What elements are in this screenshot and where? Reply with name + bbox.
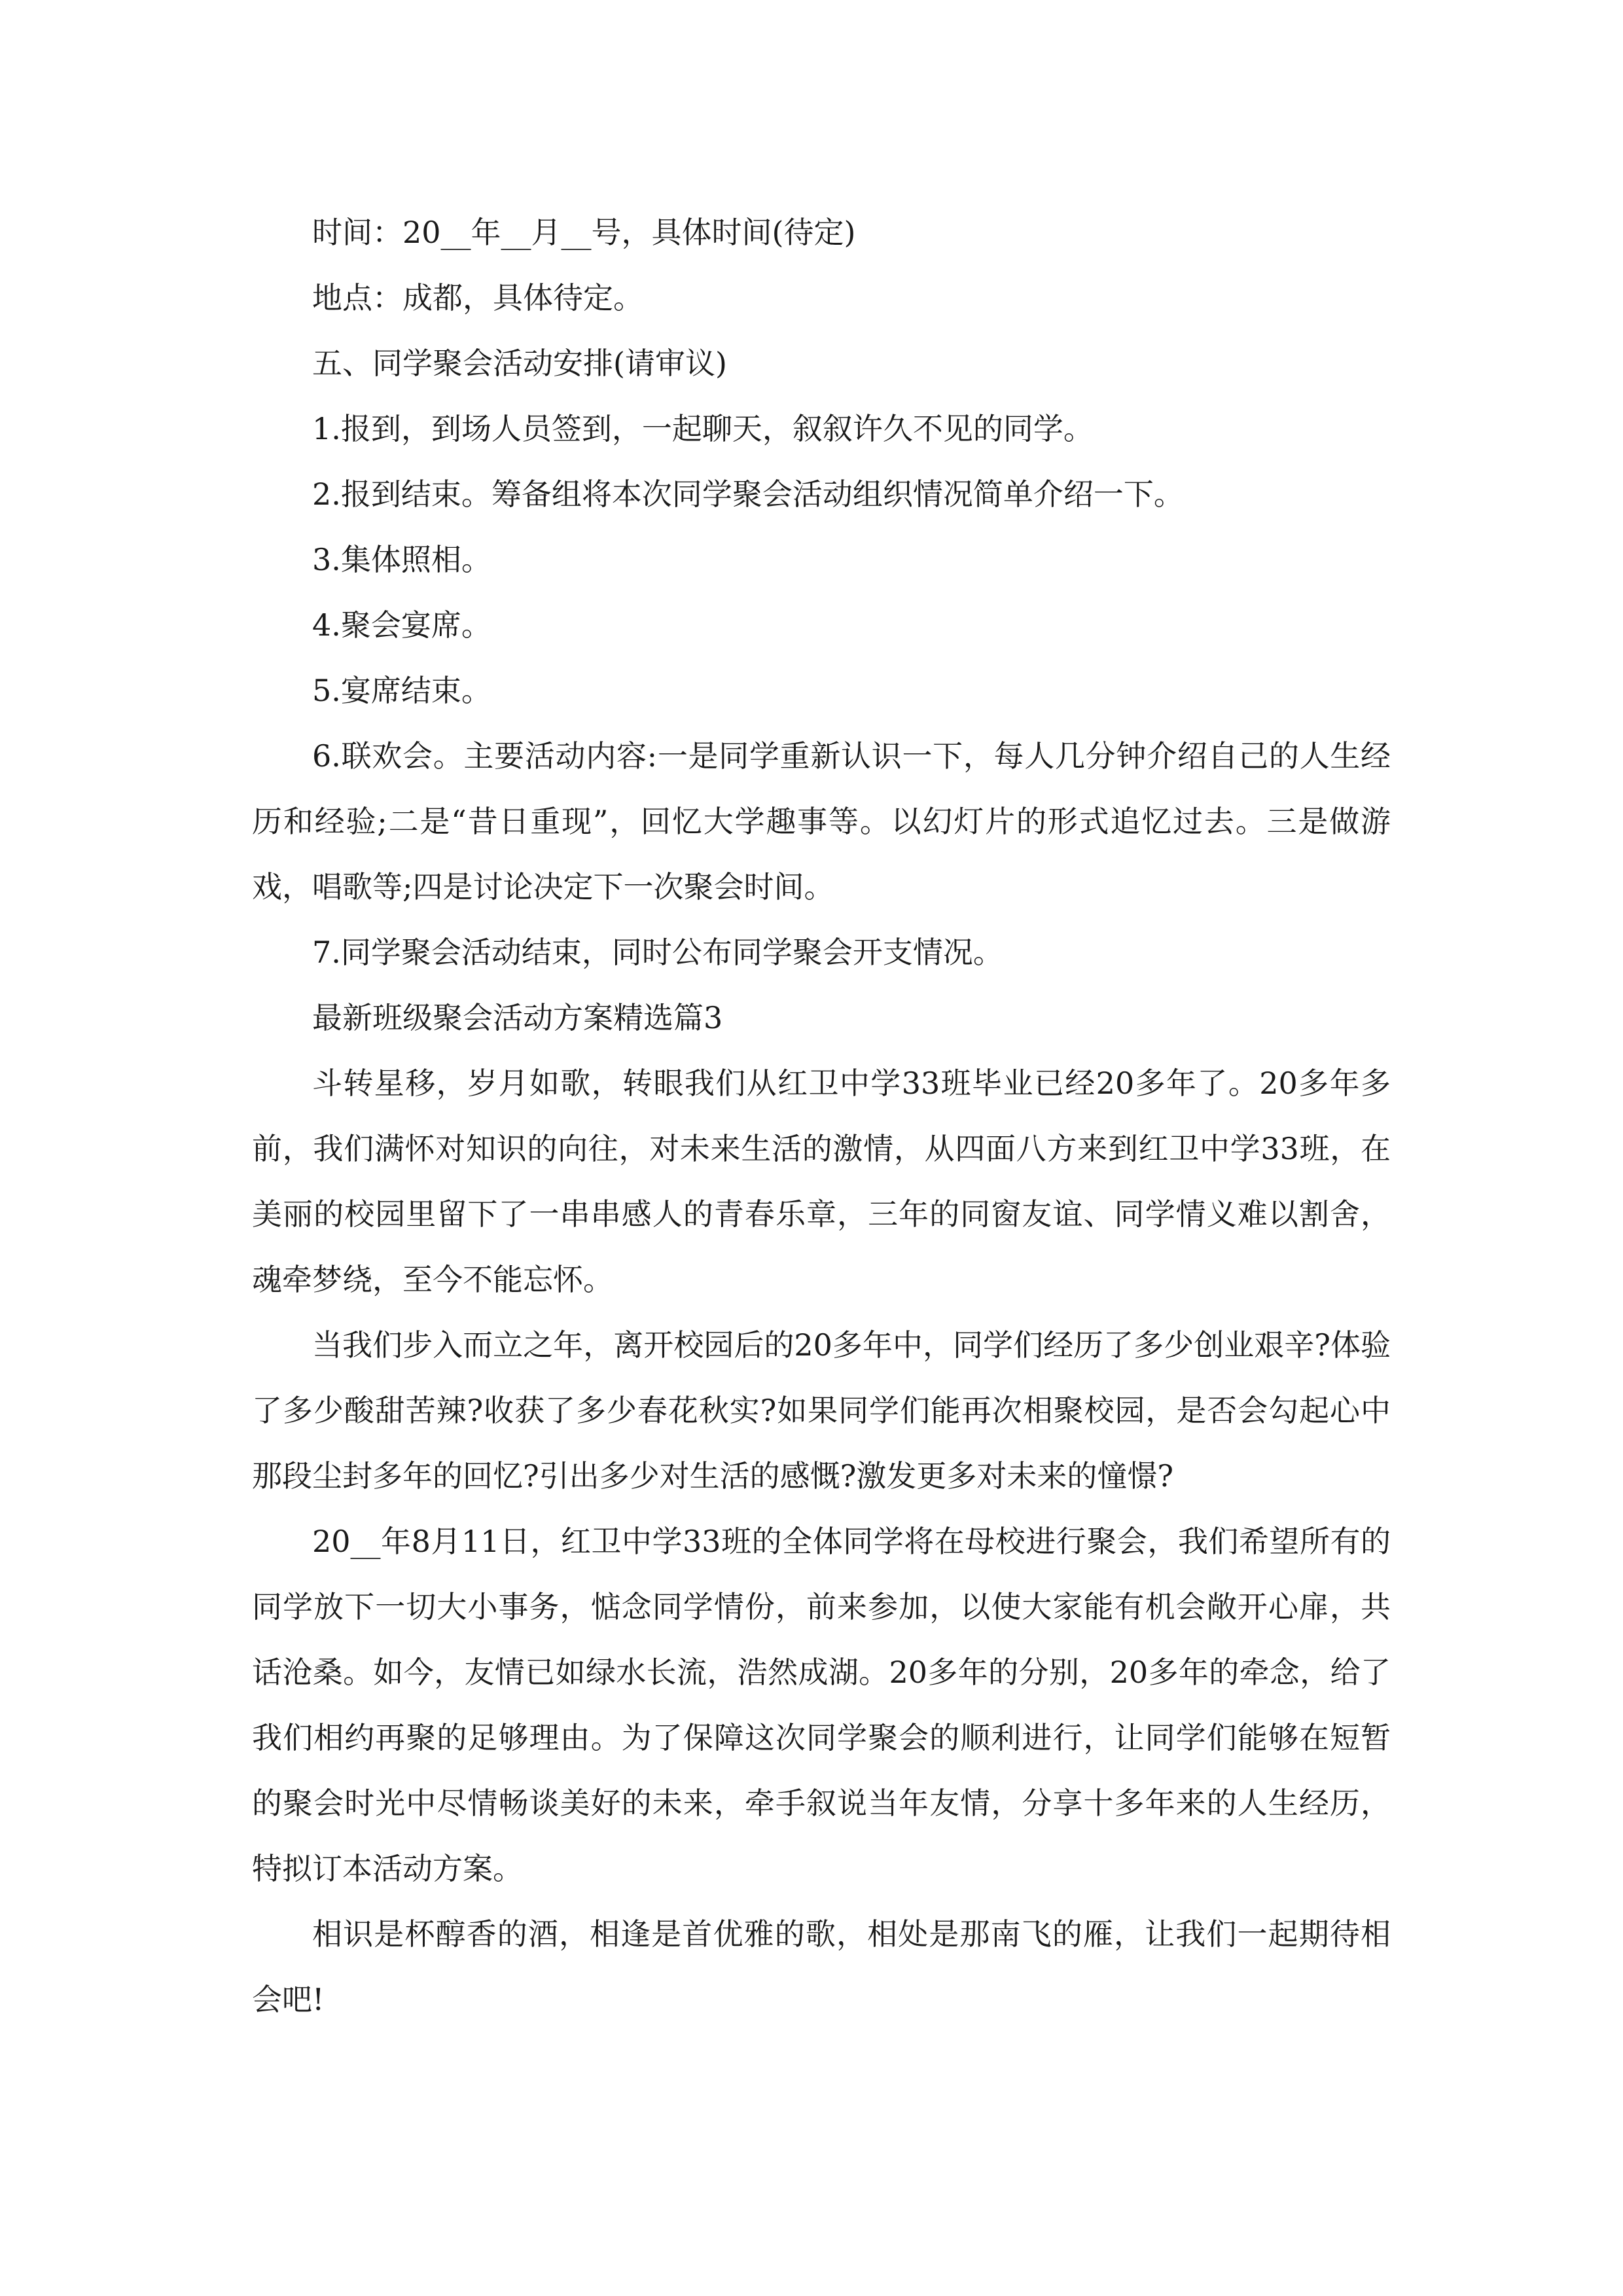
- list-item: 3.集体照相。: [312, 542, 491, 577]
- list-item: 5.宴席结束。: [312, 673, 491, 708]
- time-line: 时间：20__年__月__号，具体时间(待定): [312, 215, 856, 250]
- list-item: 2.报到结束。筹备组将本次同学聚会活动组织情况简单介绍一下。: [312, 476, 1184, 512]
- list-item: 1.报到，到场人员签到，一起聊天，叙叙许久不见的同学。: [312, 411, 1094, 446]
- list-item: 6.联欢会。主要活动内容:一是同学重新认识一下，每人几分钟介绍自己的人生经历和经验;二是“昔日重现”，回忆大学趣事等。以幻灯片的形式追忆过去。三是做游戏，唱歌等;四是讨论决定下一次聚会时间。: [252, 738, 1391, 905]
- document-body: [252, 200, 1391, 2032]
- body-paragraph: 当我们步入而立之年，离开校园后的20多年中，同学们经历了多少创业艰辛?体验了多少酸甜苦辣?收获了多少春花秋实?如果同学们能再次相聚校园，是否会勾起心中那段尘封多年的回忆?引出多少对生活的感慨?激发更多对未来的憧憬?: [252, 1327, 1391, 1494]
- body-paragraph: 20__年8月11日，红卫中学33班的全体同学将在母校进行聚会，我们希望所有的同学放下一切大小事务，惦念同学情份，前来参加，以使大家能有机会敞开心扉，共话沧桑。如今，友情已如绿水长流，浩然成湖。20多年的分别，20多年的牵念，给了我们相约再聚的足够理由。为了保障这次同学聚会的顺利进行，让同学们能够在短暂的聚会时光中尽情畅谈美好的未来，牵手叙说当年友情，分享十多年来的人生经历，特拟订本活动方案。: [252, 1524, 1391, 1886]
- list-item: 7.同学聚会活动结束，同时公布同学聚会开支情况。: [312, 935, 1003, 970]
- body-paragraph: 斗转星移，岁月如歌，转眼我们从红卫中学33班毕业已经20多年了。20多年多前，我们满怀对知识的向往，对未来生活的激情，从四面八方来到红卫中学33班，在美丽的校园里留下了一串串感人的青春乐章，三年的同窗友谊、同学情义难以割舍，魂牵梦绕，至今不能忘怀。: [252, 1066, 1391, 1297]
- section-heading: 五、同学聚会活动安排(请审议): [312, 346, 727, 381]
- location-line: 地点：成都，具体待定。: [312, 280, 643, 315]
- body-paragraph: 相识是杯醇香的酒，相逢是首优雅的歌，相处是那南飞的雁，让我们一起期待相会吧!: [252, 1916, 1391, 2017]
- list-item: 4.聚会宴席。: [312, 607, 491, 643]
- article-title: 最新班级聚会活动方案精选篇3: [312, 1000, 723, 1035]
